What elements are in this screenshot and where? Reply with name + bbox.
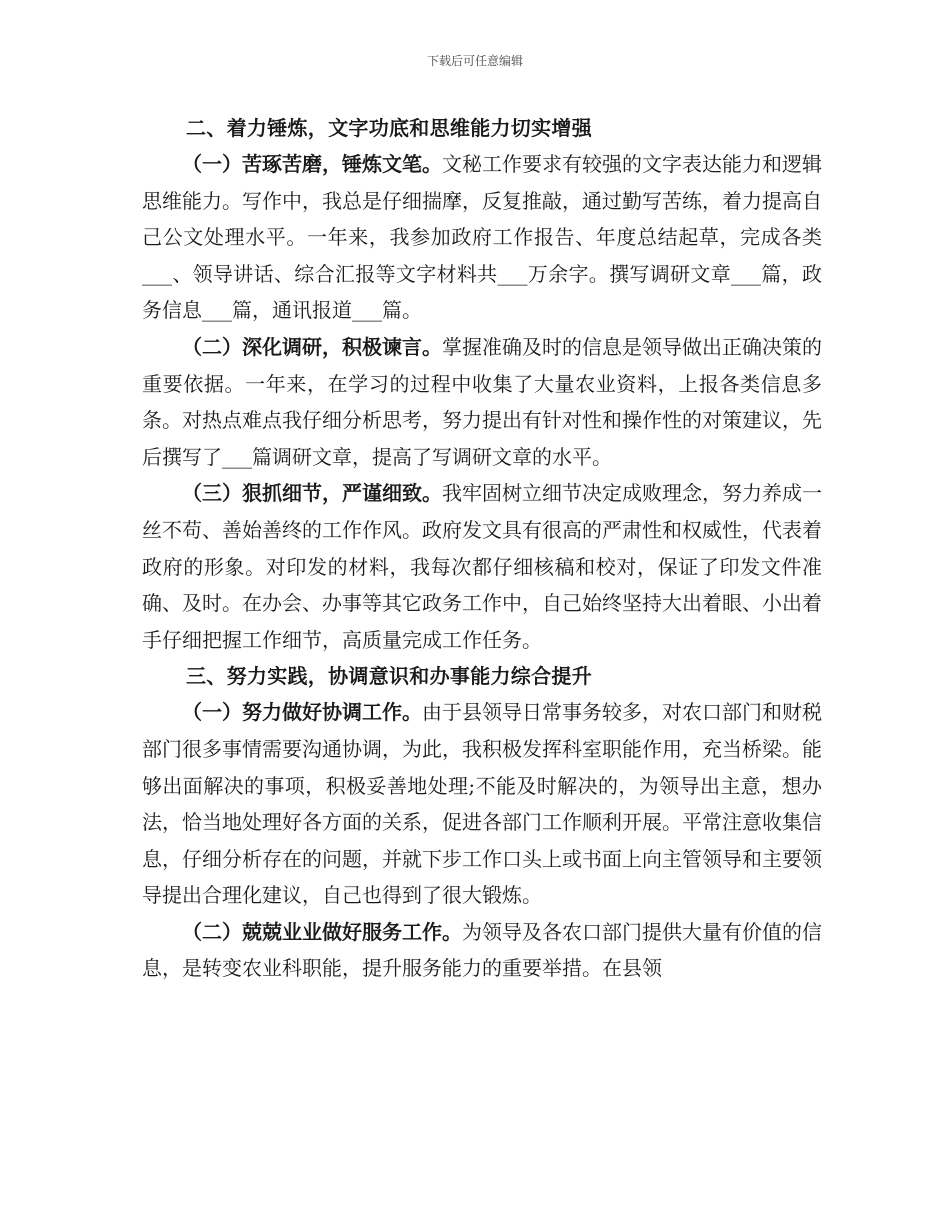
paragraph-lead: （三）狠抓细节，严谨细致。	[182, 481, 442, 506]
paragraph-coordination	[142, 694, 822, 914]
document-body	[142, 110, 822, 987]
paragraph-text: 由于县领导日常事务较多，对农口部门和财税部门很多事情需要沟通协调，为此，我积极发挥科室职能作用，充当桥梁。能够出面解决的事项，积极妥善地处理;不能及时解决的，为领导出主意，想办法，恰当地处理好各方面的关系，促进各部门工作顺利开展。平常注意收集信息，仔细分析存在的问题，并就下步工作口头上或书面上向主管领导和主要领导提出合理化建议，自己也得到了很大锻炼。	[142, 700, 822, 908]
paragraph-lead: （二）深化调研，积极谏言。	[182, 334, 442, 359]
paragraph-text: 掌握准确及时的信息是领导做出正确决策的重要依据。一年来，在学习的过程中收集了大量农业资料，上报各类信息多条。对热点难点我仔细分析思考，努力提出有针对性和操作性的对策建议，先后撰写了___篇调研文章，提高了写调研文章的水平。	[142, 334, 822, 469]
paragraph-lead: （一）苦琢苦磨，锤炼文笔。	[182, 152, 442, 176]
section-heading-3: 三、努力实践，协调意识和办事能力综合提升	[186, 664, 592, 689]
paragraph-research	[142, 329, 822, 475]
paragraph-lead: （一）努力做好协调工作。	[182, 700, 422, 725]
paragraph-lead: （二）兢兢业业做好服务工作。	[182, 919, 462, 944]
paragraph-writing-skills	[142, 146, 822, 329]
paragraph-text: 为领导及各农口部门提供大量有价值的信息，是转变农业科职能，提升服务能力的重要举措。在县领	[142, 919, 822, 981]
paragraph-text: 我牢固树立细节决定成败理念，努力养成一丝不苟、善始善终的工作作风。政府发文具有很高的严肃性和权威性，代表着政府的形象。对印发的材料，我每次都仔细核稿和校对，保证了印发文件准确、及时。在办会、办事等其它政务工作中，自己始终坚持大出着眼、小出着手仔细把握工作细节，高质量完成工作任务。	[142, 481, 822, 652]
paragraph-details	[142, 475, 822, 658]
page-header-note: 下载后可任意编辑	[426, 54, 523, 68]
paragraph-text: 文秘工作要求有较强的文字表达能力和逻辑思维能力。写作中，我总是仔细揣摩，反复推敲，通过勤写苦练，着力提高自己公文处理水平。一年来，我参加政府工作报告、年度总结起草，完成各类___、领导讲话、综合汇报等文字材料共___万余字。撰写调研文章___篇，政务信息___篇，通讯报道___篇。	[142, 152, 822, 323]
paragraph-service	[142, 914, 822, 987]
section-heading-2: 二、着力锤炼，文字功底和思维能力切实增强	[186, 116, 592, 140]
